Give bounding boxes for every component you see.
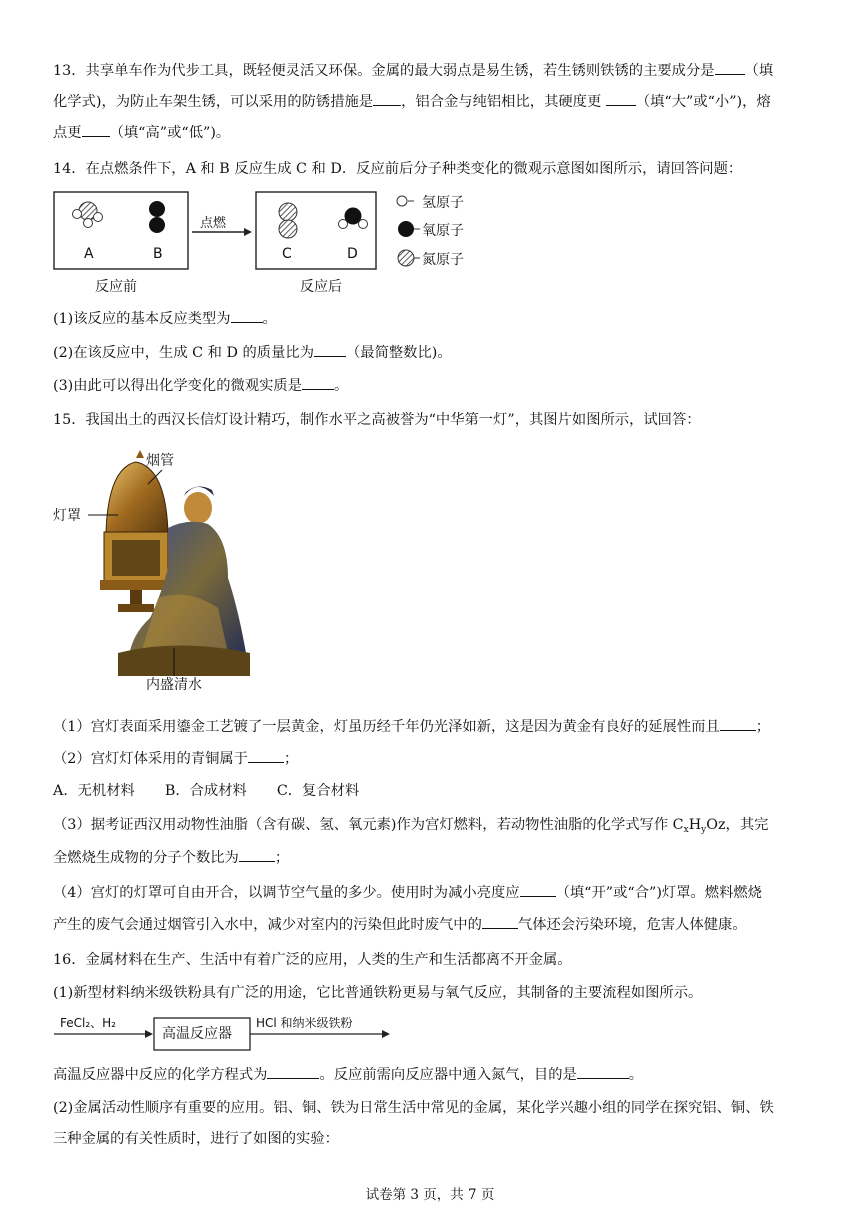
flow-input: FeCl₂、H₂ [60,1016,116,1030]
lamp-photo [88,448,258,680]
caption-after: 反应后 [300,279,342,295]
q16-p2-line1: (2)金属活动性顺序有重要的应用。铝、铜、铁为日常生活中常见的金属，某化学兴趣小组的同学在探究铝、铜、铁 [53,1100,774,1116]
legend-o: 氧原子 [422,223,464,239]
blank[interactable] [248,748,284,763]
blank[interactable] [231,308,263,323]
q15-p3-line2: 全燃烧生成物的分子个数比为 ； [53,847,289,868]
q14-p2: (2)在该反应中，生成 C 和 D 的质量比为 （最简整数比)。 [53,342,452,363]
label-a: A [84,246,94,262]
q13-line2: 化学式)，为防止车架生锈，可以采用的防锈措施是 ，铝合金与纯铝相比，其硬度更 （填“大”或“小”)，熔 [53,91,771,112]
label-b: B [153,246,163,262]
flow-diagram [0,1012,860,1052]
legend-n: 氮原子 [422,252,464,268]
q15-stem: 15．我国出土的西汉长信灯设计精巧，制作水平之高被誉为“中华第一灯”，其图片如图所示，试回答： [53,412,701,428]
photo-label-water: 内盛清水 [146,677,202,693]
before-box [54,192,188,269]
arrow-label: 点燃 [200,216,227,231]
q14-p1: (1)该反应的基本反应类型为 。 [53,308,277,329]
label-d: D [347,246,358,262]
q15-p4: （4）宫灯的灯罩可自由开合，以调节空气量的多少。使用时为减小亮度应 （填“开”或“合”)灯罩。燃料燃烧 [53,882,762,903]
q16-p1-question: 高温反应器中反应的化学方程式为 。反应前需向反应器中通入氮气，目的是 。 [53,1064,643,1085]
q13-line1: 13．共享单车作为代步工具，既轻便灵活又环保。金属的最大弱点是易生锈，若生锈则铁锈的主要成分是 （填 [53,60,773,81]
after-box [256,192,376,269]
blank[interactable] [720,716,756,731]
label-c: C [282,246,292,262]
legend-h: 氢原子 [422,195,464,211]
blank[interactable] [577,1064,629,1079]
q15-p4-line2: 产生的废气会通过烟管引入水中，减少对室内的污染但此时废气中的 气体还会污染环境，危害人体健康。 [53,914,747,935]
legend [397,196,420,266]
blank[interactable] [520,882,556,897]
blank[interactable] [302,375,334,390]
page-footer: 试卷第 3 页，共 7 页 [365,1187,495,1203]
molecule-d [339,208,368,229]
q14-p3: (3)由此可以得出化学变化的微观实质是 。 [53,375,348,396]
blank[interactable] [373,91,401,106]
blank[interactable] [482,914,518,929]
blank[interactable] [715,60,745,75]
option-b[interactable]: B．合成材料 [164,783,247,799]
molecule-b [149,201,165,233]
filled-circle-icon [398,221,414,237]
flow-output: HCl 和纳米级铁粉 [256,1016,353,1030]
q15-p1: （1）宫灯表面采用鎏金工艺镀了一层黄金，灯虽历经千年仍光泽如新，这是因为黄金有良好的延展性而且 ； [53,716,770,737]
option-c[interactable]: C．复合材料 [276,783,360,799]
q15-p3: （3）据考证西汉用动物性油脂（含有碳、氢、氧元素)作为宫灯燃料，若动物性油脂的化学式写作 $C_xH_yOz$，其完 [53,817,769,835]
blank[interactable] [82,122,110,137]
q13-line3: 点更 （填“高”或“低”)。 [53,122,230,143]
photo-label-chimney: 烟管 [146,453,174,469]
caption-before: 反应前 [95,279,137,295]
flow-reactor: 高温反应器 [162,1026,232,1042]
option-a[interactable]: A．无机材料 [53,783,135,799]
molecule-c [279,203,297,238]
q16-stem: 16．金属材料在生产、生活中有着广泛的应用，人类的生产和生活都离不开金属。 [53,952,572,968]
q14-stem: 14．在点燃条件下，A 和 B 反应生成 C 和 D．反应前后分子种类变化的微观示意图如图所示，请回答问题： [53,161,743,177]
q15-p2: （2）宫灯灯体采用的青铜属于 ； [53,748,298,769]
q15-options [53,781,359,801]
blank[interactable] [314,342,346,357]
open-circle-icon [397,196,407,206]
photo-label-shade: 灯罩 [53,508,81,524]
q16-p1: (1)新型材料纳米级铁粉具有广泛的用途，它比普通铁粉更易与氧气反应，其制备的主要流程如图所示。 [53,985,703,1001]
q16-p2-line2: 三种金属的有关性质时，进行了如图的实验： [53,1131,339,1147]
blank[interactable] [239,847,275,862]
blank[interactable] [267,1064,319,1079]
blank[interactable] [606,91,636,106]
hatched-circle-icon [398,250,414,266]
molecule-a [73,202,103,228]
